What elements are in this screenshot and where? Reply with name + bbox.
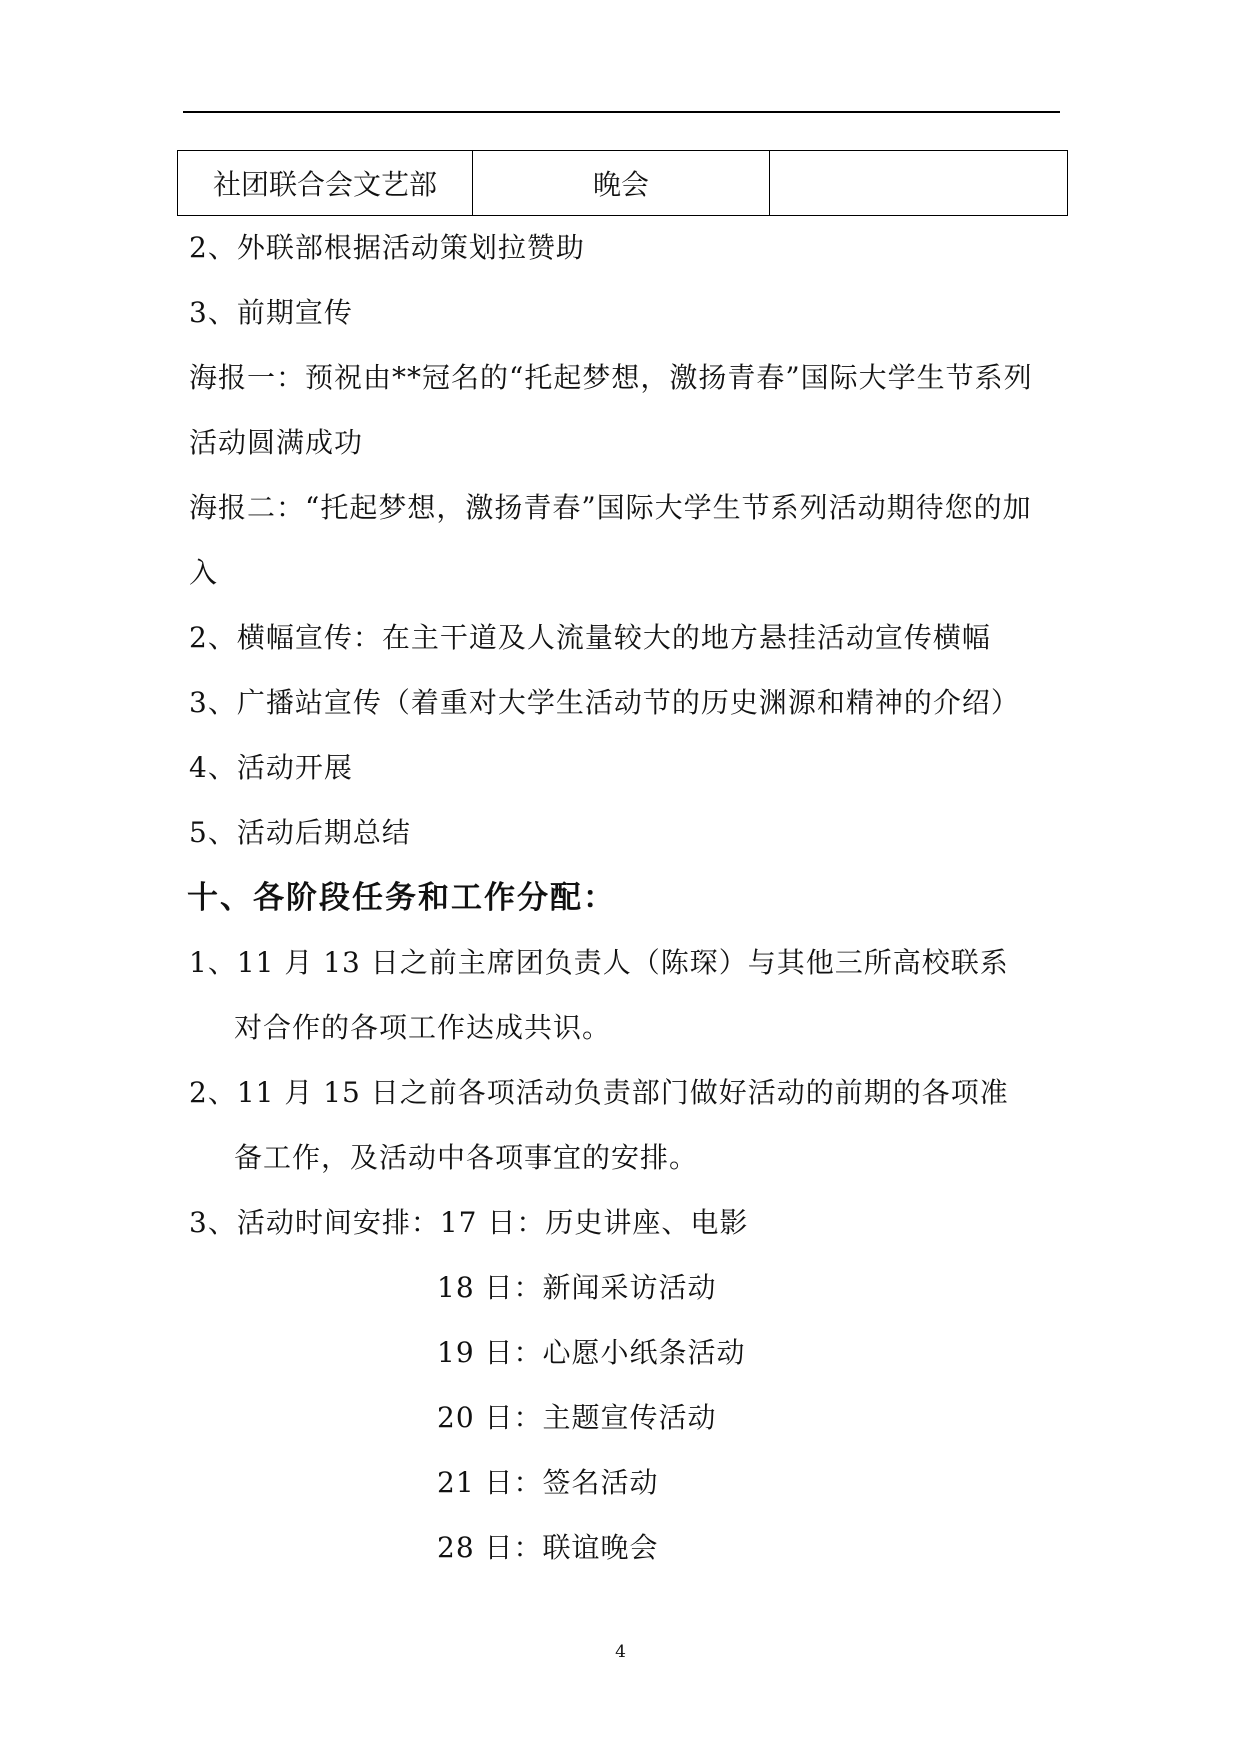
- text-line: 3、前期宣传: [189, 296, 353, 329]
- page-number: 4: [615, 1642, 626, 1662]
- text-line: 4、活动开展: [189, 751, 353, 784]
- task-item: 3、活动时间安排：17 日：历史讲座、电影: [189, 1206, 749, 1239]
- table-row: [178, 151, 1068, 216]
- table-cell-notes: [770, 151, 1068, 216]
- task-item-continuation: 备工作，及活动中各项事宜的安排。: [234, 1141, 699, 1174]
- schedule-item: 28 日：联谊晚会: [437, 1531, 659, 1564]
- activity-table: [177, 150, 1068, 216]
- schedule-item: 21 日：签名活动: [437, 1466, 659, 1499]
- table-cell-activity: 晚会: [473, 151, 770, 216]
- table-cell-department: 社团联合会文艺部: [178, 151, 473, 216]
- text-line: 活动圆满成功: [189, 426, 364, 459]
- text-line: 3、广播站宣传（着重对大学生活动节的历史渊源和精神的介绍）: [189, 686, 1020, 719]
- text-line: 海报二：“托起梦想，激扬青春”国际大学生节系列活动期待您的加: [189, 491, 1032, 524]
- text-line: 2、外联部根据活动策划拉赞助: [189, 231, 585, 264]
- section-heading: 十、各阶段任务和工作分配：: [187, 880, 616, 916]
- text-line: 5、活动后期总结: [189, 816, 411, 849]
- schedule-item: 20 日：主题宣传活动: [437, 1401, 717, 1434]
- schedule-item: 19 日：心愿小纸条活动: [437, 1336, 746, 1369]
- text-line: 海报一：预祝由**冠名的“托起梦想，激扬青春”国际大学生节系列: [189, 361, 1033, 394]
- text-line: 2、横幅宣传：在主干道及人流量较大的地方悬挂活动宣传横幅: [189, 621, 991, 654]
- task-item: 2、11 月 15 日之前各项活动负责部门做好活动的前期的各项准: [189, 1076, 1009, 1109]
- schedule-item: 18 日：新闻采访活动: [437, 1271, 717, 1304]
- task-item: 1、11 月 13 日之前主席团负责人（陈琛）与其他三所高校联系: [189, 946, 1009, 979]
- header-rule: [183, 111, 1060, 113]
- text-line: 入: [189, 556, 219, 589]
- task-item-continuation: 对合作的各项工作达成共识。: [234, 1011, 612, 1044]
